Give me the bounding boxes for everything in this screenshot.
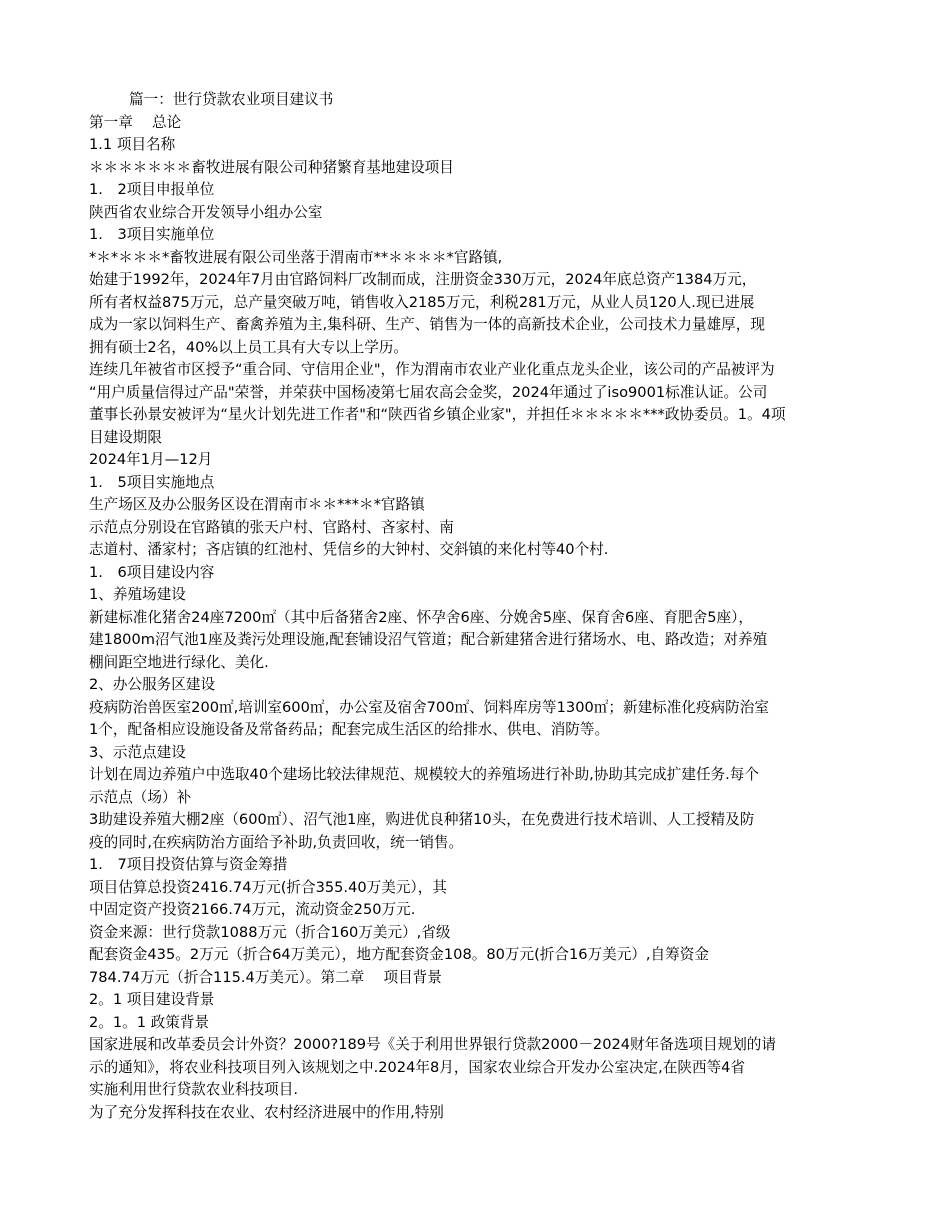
text-line: 3助建设养殖大棚2座（600㎡）、沼气池1座，购进优良种猪10头，在免费进行技术培训、人工授精及防 — [89, 811, 755, 828]
text-line: 1.1 项目名称 — [89, 136, 176, 153]
text-line: “用户质量信得过产品"荣誉，并荣获中国杨凌第七届农高会金奖，2024年通过了iso9001标准认证。公司 — [89, 383, 768, 401]
text-line: 棚间距空地进行绿化、美化. — [89, 653, 269, 671]
text-line: 2。1 项目建设背景 — [89, 991, 215, 1008]
text-line: 计划在周边养殖户中选取40个建场比较法律规范、规模较大的养殖场进行补助,协助其完成扩建任务.每个 — [89, 766, 759, 783]
text-line: 2。1。1 政策背景 — [89, 1013, 210, 1031]
text-line: 陕西省农业综合开发领导小组办公室 — [89, 203, 323, 221]
text-line: 目建设期限 — [89, 428, 162, 446]
text-line: 1. 7项目投资估算与资金筹措 — [89, 856, 288, 873]
text-line: *＊*＊＊＊*畜牧进展有限公司坐落于渭南市**＊＊＊＊*官路镇, — [89, 248, 503, 266]
text-line: 1个，配备相应设施设备及常备药品；配套完成生活区的给排水、供电、消防等。 — [89, 721, 610, 738]
text-line: 第一章 总论 — [89, 113, 182, 131]
text-line: 项目估算总投资2416.74万元(折合355.40万美元），其 — [89, 878, 447, 896]
text-line: 董事长孙景安被评为“星火计划先进工作者"和“陕西省乡镇企业家"，并担任＊＊＊＊＊***政协委员。1。4项 — [89, 406, 786, 423]
text-line: 新建标准化猪舍24座7200㎡（其中后备猪舍2座、怀孕舍6座、分娩舍5座、保育舍6座、育肥舍5座）， — [89, 608, 753, 626]
text-line: 国家进展和改革委员会计外资？2000?189号《关于利用世界银行贷款2000－2024财年备选项目规划的请 — [89, 1036, 776, 1053]
text-line: 2024年1月—12月 — [89, 451, 213, 468]
text-line: 1. 6项目建设内容 — [89, 563, 215, 581]
text-line: 示范点（场）补 — [89, 788, 192, 806]
text-line: 疫的同时,在疾病防治方面给予补助,负责回收，统一销售。 — [89, 833, 464, 851]
text-line: 资金来源：世行贷款1088万元（折合160万美元）,省级 — [89, 923, 451, 941]
text-line: 拥有硕士2名，40%以上员工具有大专以上学历。 — [89, 338, 409, 356]
text-line: 生产场区及办公服务区设在渭南市＊＊***＊*官路镇 — [89, 496, 425, 513]
text-line: 示的通知》，将农业科技项目列入该规划之中.2024年8月，国家农业综合开发办公室决定,在陕西等4省 — [89, 1058, 746, 1076]
text-line: ＊＊＊＊＊＊＊畜牧进展有限公司种猪繁育基地建设项目 — [89, 158, 454, 176]
text-line: 志道村、潘家村；吝店镇的红池村、凭信乡的大钟村、交斜镇的来化村等40个村. — [89, 541, 609, 558]
text-line: 2、办公服务区建设 — [89, 676, 216, 693]
text-line: 784.74万元（折合115.4万美元）。第二章 项目背景 — [89, 968, 442, 986]
text-line: 示范点分别设在官路镇的张天户村、官路村、吝家村、南 — [89, 518, 454, 536]
text-line: 1. 3项目实施单位 — [89, 226, 215, 243]
text-line: 建1800m沼气池1座及粪污处理设施,配套铺设沼气管道；配合新建猪舍进行猪场水、电、路改造；对养殖 — [89, 631, 768, 648]
text-line: 1. 5项目实施地点 — [89, 473, 215, 491]
text-line: 为了充分发挥科技在农业、农村经济进展中的作用,特别 — [89, 1103, 444, 1121]
text-line: 连续几年被省市区授予“重合同、守信用企业"，作为渭南市农业产业化重点龙头企业，该公司的产品被评为 — [89, 361, 775, 378]
text-line: 配套资金435。2万元（折合64万美元），地方配套资金108。80万元(折合16万美元）,自筹资金 — [89, 946, 709, 963]
text-line: 所有者权益875万元，总产量突破万吨，销售收入2185万元，利税281万元，从业人员120人.现已进展 — [89, 293, 755, 311]
text-line: 成为一家以饲料生产、畜禽养殖为主,集科研、生产、销售为一体的高新技术企业，公司技术力量雄厚，现 — [89, 316, 765, 333]
text-line: 1、养殖场建设 — [89, 586, 186, 603]
text-line: 1. 2项目申报单位 — [89, 181, 215, 198]
text-line: 始建于1992年，2024年7月由官路饲料厂改制而成，注册资金330万元，2024年底总资产1384万元， — [89, 271, 757, 288]
document-body — [89, 89, 864, 1124]
text-line: 中固定资产投资2166.74万元，流动资金250万元. — [89, 901, 416, 918]
document-title: 篇一：世行贷款农业项目建议书 — [129, 91, 334, 108]
text-line: 疫病防治兽医室200㎡,培训室600㎡，办公室及宿舍700㎡、饲料库房等1300㎡；新建标准化疫病防治室 — [89, 698, 769, 716]
text-line: 3、示范点建设 — [89, 743, 186, 761]
text-line: 实施利用世行贷款农业科技项目. — [89, 1081, 298, 1098]
